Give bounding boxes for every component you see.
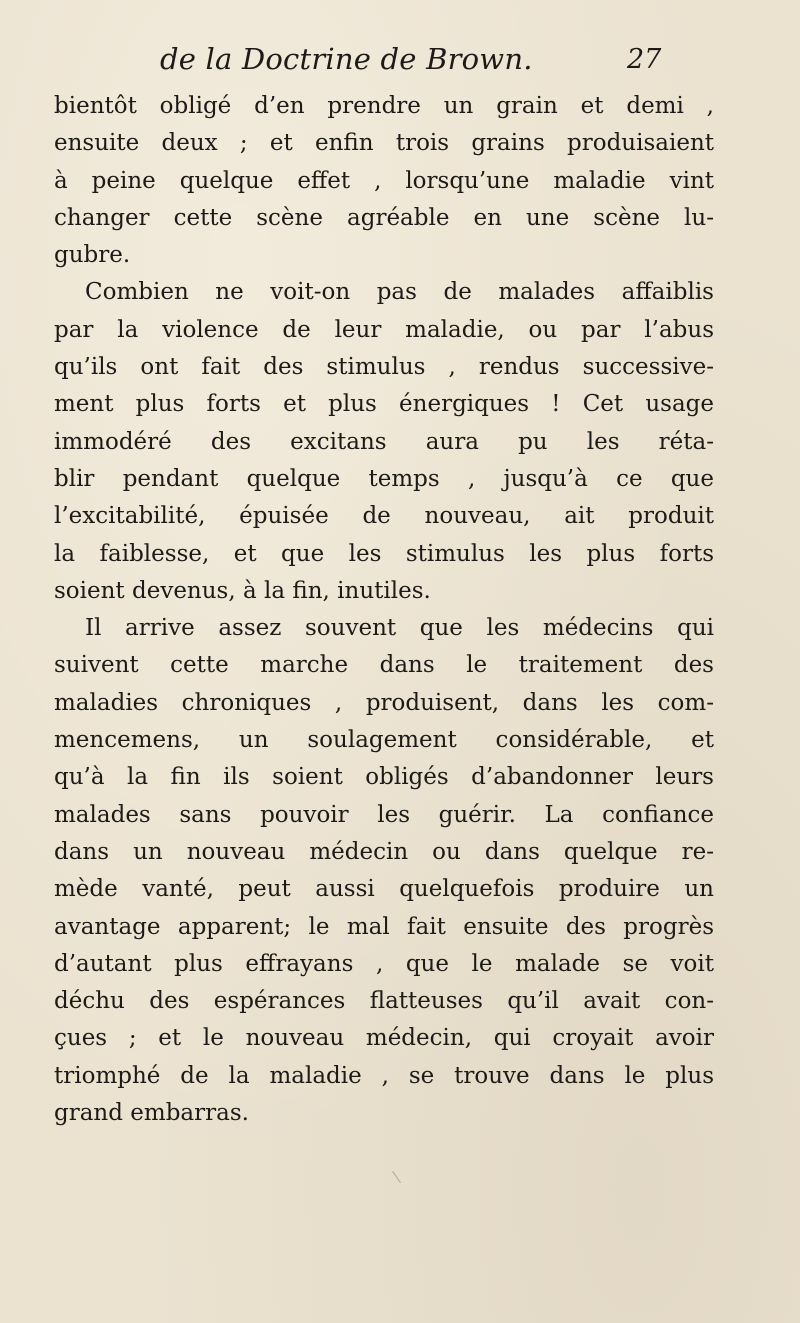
running-title: de la Doctrine de Brown. <box>160 42 533 76</box>
text-line: avantage apparent; le mal fait ensuite des progrès <box>54 913 714 940</box>
text-line: ensuite deux ; et enfin trois grains produisaient <box>54 130 714 157</box>
text-line: qu’ils ont fait des stimulus , rendus successive- <box>54 354 714 381</box>
text-line: blir pendant quelque temps , jusqu’à ce que <box>54 465 714 492</box>
text-line: dans un nouveau médecin ou dans quelque re- <box>54 838 714 865</box>
text-line: qu’à la fin ils soient obligés d’abandonner leurs <box>54 764 714 791</box>
text-line: à peine quelque effet , lorsqu’une maladie vint <box>54 167 714 194</box>
text-line: d’autant plus effrayans , que le malade se voit <box>54 950 714 977</box>
text-line: malades sans pouvoir les guérir. La confiance <box>54 801 714 828</box>
text-line: bientôt obligé d’en prendre un grain et demi , <box>54 93 714 119</box>
ink-speck <box>392 1171 401 1183</box>
text-line: déchu des espérances flatteuses qu’il avait con- <box>54 988 714 1015</box>
text-line: par la violence de leur maladie, ou par l’abus <box>54 316 714 343</box>
text-line: immodéré des excitans aura pu les réta- <box>54 428 714 455</box>
text-line: mède vanté, peut aussi quelquefois produire un <box>54 876 714 903</box>
text-line: l’excitabilité, épuisée de nouveau, ait produit <box>54 503 714 530</box>
text-line: maladies chroniques , produisent, dans les com- <box>54 689 714 716</box>
text-line: la faiblesse, et que les stimulus les plus forts <box>54 540 714 567</box>
text-line: grand embarras. <box>54 1100 249 1127</box>
text-line: mencemens, un soulagement considérable, et <box>54 727 714 754</box>
text-line: suivent cette marche dans le traitement des <box>54 652 714 679</box>
page-number: 27 <box>627 44 662 75</box>
text-line: soient devenus, à la fin, inutiles. <box>54 577 431 604</box>
body-text <box>54 88 714 1132</box>
page-header <box>0 38 800 88</box>
text-line: triomphé de la maladie , se trouve dans le plus <box>54 1062 714 1089</box>
text-line: Il arrive assez souvent que les médecins qui <box>85 615 714 642</box>
text-line: çues ; et le nouveau médecin, qui croyait avoir <box>54 1025 714 1052</box>
text-line: ment plus forts et plus énergiques ! Cet usage <box>54 391 714 418</box>
text-line: changer cette scène agréable en une scène lu- <box>54 204 714 231</box>
text-line: gubre. <box>54 242 131 269</box>
text-line: Combien ne voit-on pas de malades affaiblis <box>85 279 714 306</box>
